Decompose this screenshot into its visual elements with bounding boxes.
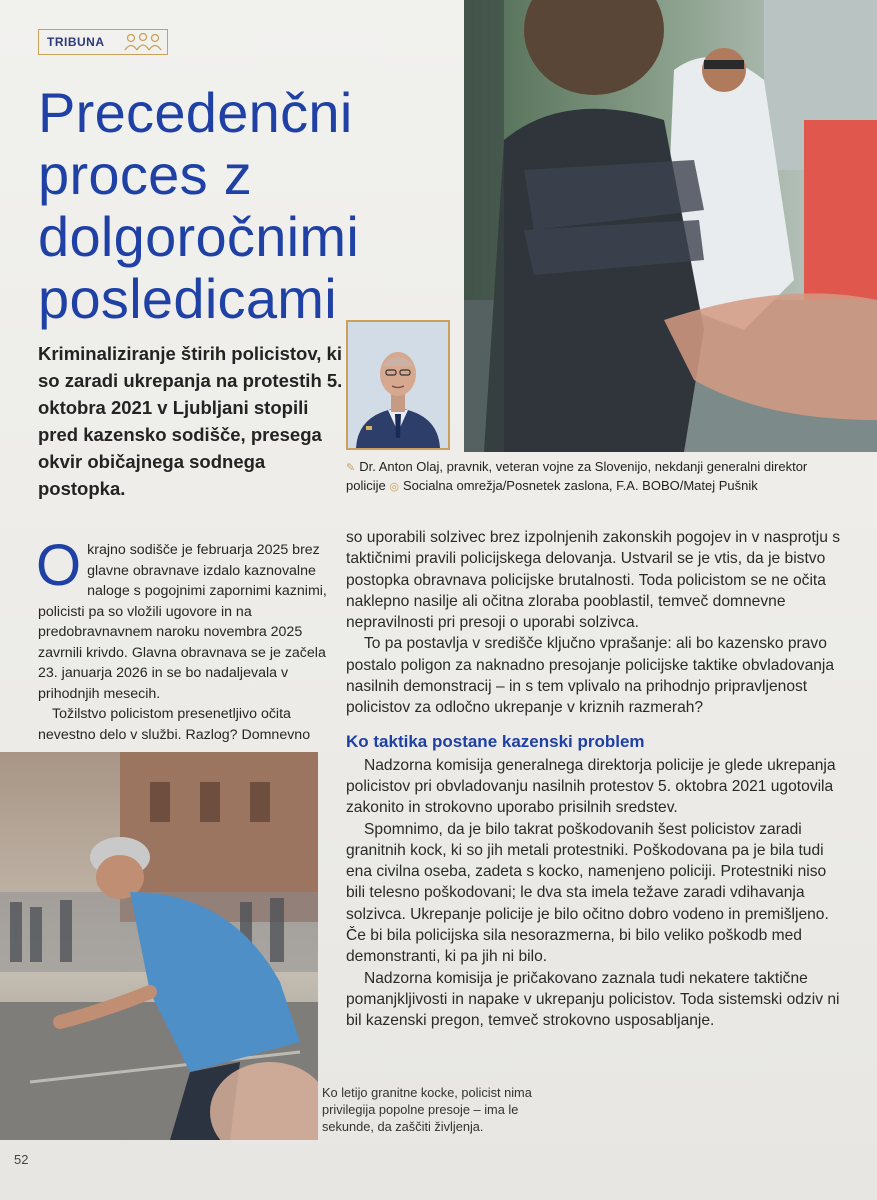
paragraph-4: To pa postavlja v središče ključno vprašanje: ali bo kazensko pravo postalo poligon za naknadno presojanje policijske taktike obvladovanja nasilnih demonstracij – in s tem vplivalo na prihodnjo pripravljenost policistov za odločno ukrepanje v kriznih razmerah? <box>346 635 835 717</box>
author-portrait <box>346 320 450 450</box>
photo-caption <box>346 458 846 496</box>
page-number: 52 <box>14 1152 29 1167</box>
photo-caption-bottom: Ko letijo granitne kocke, policist nima privilegija popolne presoje – ima le sekunde, da zaščiti življenja. <box>322 1085 532 1134</box>
paragraph-1: krajno sodišče je februarja 2025 brez glavne obravnave izdalo kaznovalne naloge s pogojnimi zapornimi kaznimi, policisti pa so vložili ugovore in na predobravnavnem naroku novembra 2025 zavrnili krivdo. Glavna obravnava se je začela 23. januarja 2026 in se bo nadaljevala v prihodnjih mesecih. <box>38 542 327 702</box>
protest-photo-top <box>464 0 877 452</box>
people-icon <box>123 32 163 52</box>
article-subheading: Ko taktika postane kazenski problem <box>346 731 645 751</box>
protest-photo-bottom <box>0 752 318 1140</box>
paragraph-2: Tožilstvo policistom presenetljivo očita nevestno delo v službi. Razlog? Domnevno <box>38 706 311 743</box>
paragraph-6: Spomnimo, da je bilo takrat poškodovanih šest policistov zaradi granitnih kock, ki so jih metali protestniki. Poškodovana pa je bila tudi ena civilna oseba, zadeta s kocko, namenjeno policiji. Protestniki niso bili telesno poškodovani; le dva sta imela težave zaradi vdihavanja solzivca. Ukrepanje policije je bilo očitno dobro vodeno in premišljeno. Če bi bila policijska sila nesorazmerna, bi bilo veliko poškodb med demonstranti, ki pa jih ni bilo. <box>346 820 829 966</box>
paragraph-5: Nadzorna komisija generalnega direktorja policije je glede ukrepanja policistov pri obvladovanju nasilnih protestov 5. oktobra 2021 ugotovila zakonito in strokovno uporabo prisilnih sredstev. <box>346 756 836 817</box>
article-lead: Kriminaliziranje štirih policistov, ki so zaradi ukrepanja na protestih 5. oktobra 2021 v Ljubljani stopili pred kazensko sodišče, presega okvir običajnega sodnega postopka. <box>38 343 343 499</box>
article-column-left <box>36 533 328 745</box>
drop-cap: O <box>36 533 82 598</box>
paragraph-7: Nadzorna komisija je pričakovano zaznala tudi nekatere taktične pomanjkljivosti in napake v ukrepanju policistov. Toda sistemski odziv ni bil kazenski pregon, temveč strokovno usposabljanje. <box>346 969 840 1030</box>
section-tag <box>38 29 168 55</box>
pen-icon: ✎ <box>346 462 356 474</box>
paragraph-3: so uporabili solzivec brez izpolnjenih zakonskih pogojev in v nasprotju s taktičnimi pravili policijskega delovanja. Ustvaril se je vtis, da je bistvo postopka obravnava policijske brutalnosti. Toda policistom se ne očita naklepno nasilje ali očitna zloraba pooblastil, temveč domnevne nepravilnosti pri presoji o uporabi solzivca. <box>346 529 841 632</box>
caption-person: Dr. Anton Olaj, pravnik, veteran vojne za Slovenijo, nekdanji generalni direktor policije <box>346 459 808 493</box>
caption-credit: Socialna omrežja/Posnetek zaslona, F.A. BOBO/Matej Pušnik <box>402 478 758 493</box>
camera-icon: ◎ <box>389 481 399 493</box>
section-tag-label: TRIBUNA <box>47 35 105 49</box>
article-column-right <box>346 527 846 1032</box>
article-headline: Precedenčni proces z dolgoročnimi posledicami <box>38 81 360 330</box>
